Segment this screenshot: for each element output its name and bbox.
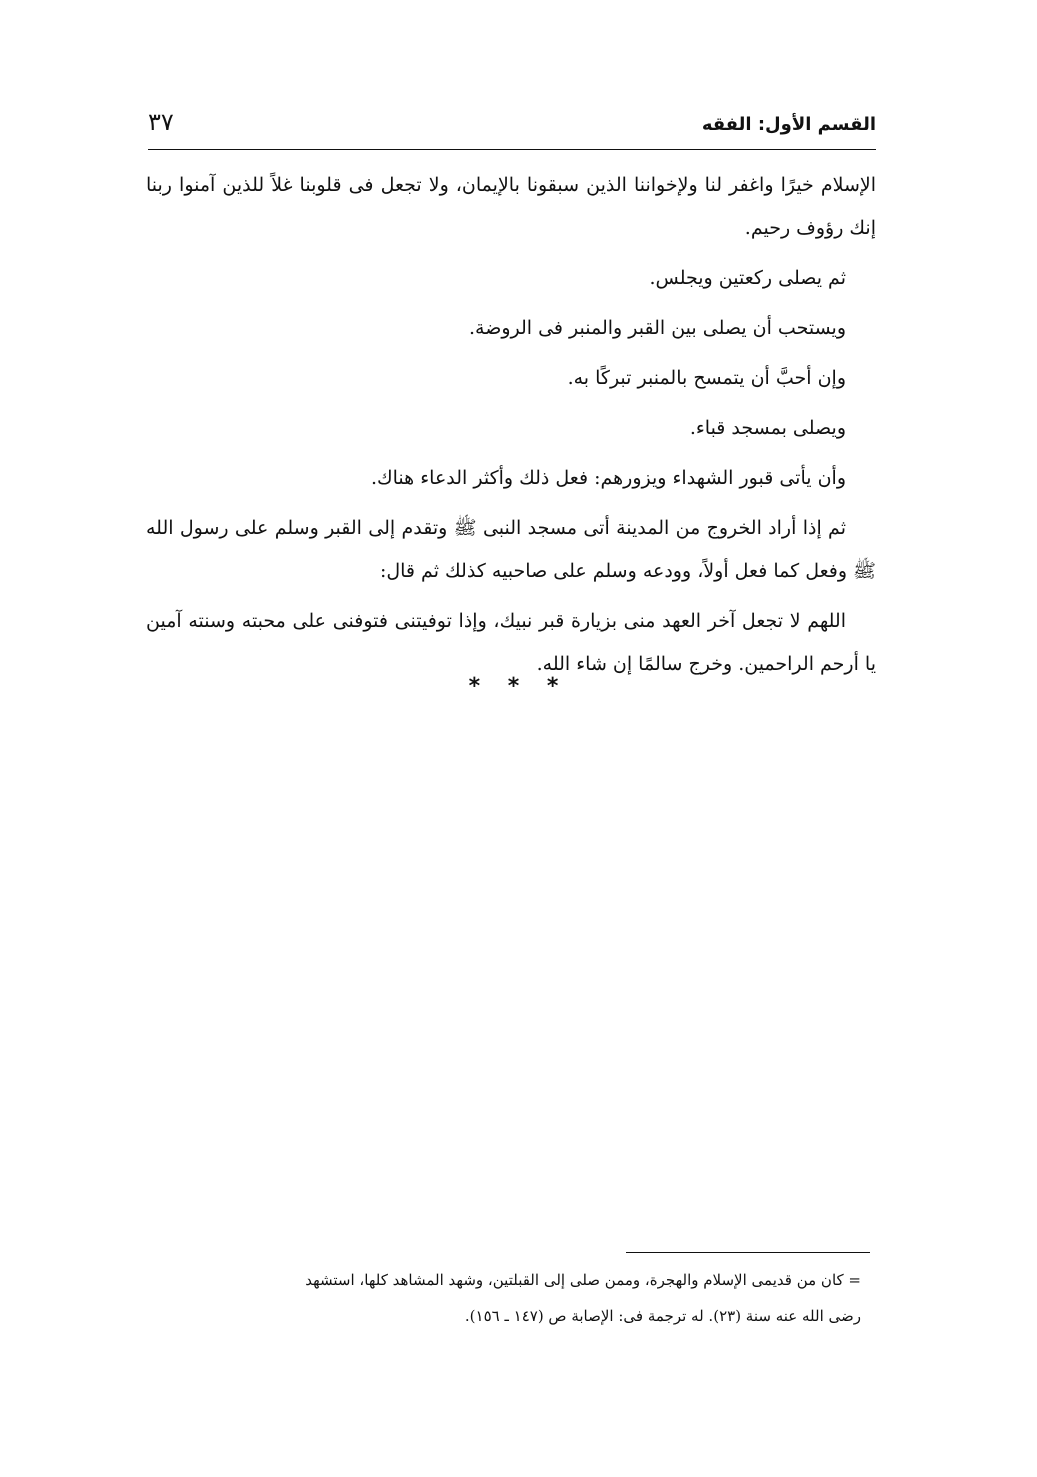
page-header — [148, 108, 876, 142]
section-title: القسم الأول: الفقه — [701, 114, 876, 135]
footnote — [136, 1262, 861, 1334]
paragraph-1: الإسلام خيرًا واغفر لنا ولإخواننا الذين سبقونا بالإيمان، ولا تجعل فى قلوبنا غلاً للذين آمنوا ربنا إنك رؤوف رحيم. — [146, 174, 876, 239]
section-separator: * * * — [468, 674, 569, 699]
footnote-line-2: رضى الله عنه سنة (٢٣). له ترجمة فى: الإصابة ص (١٤٧ ـ ١٥٦). — [464, 1307, 861, 1325]
paragraph-4: وإن أحبَّ أن يتمسح بالمنبر تبركًا به. — [567, 367, 846, 389]
footnote-rule — [626, 1252, 870, 1253]
paragraph-6: وأن يأتى قبور الشهداء ويزورهم: فعل ذلك وأكثر الدعاء هناك. — [370, 467, 846, 489]
footnote-line-1: = كان من قديمى الإسلام والهجرة، وممن صلى إلى القبلتين، وشهد المشاهد كلها، استشهد — [305, 1271, 861, 1289]
body-text — [146, 164, 876, 693]
paragraph-7: ثم إذا أراد الخروج من المدينة أتى مسجد النبى ﷺ وتقدم إلى القبر وسلم على رسول الله ﷺ وفعل كما فعل أولاً، وودعه وسلم على صاحبيه كذلك ثم قال: — [146, 517, 876, 582]
paragraph-8: اللهم لا تجعل آخر العهد منى بزيارة قبر نبيك، وإذا توفيتنى فتوفنى على محبته وسنته آمين يا أرحم الراحمين. وخرج سالمًا إن شاء الله. — [146, 610, 876, 675]
paragraph-2: ثم يصلى ركعتين ويجلس. — [649, 267, 846, 289]
paragraph-5: ويصلى بمسجد قباء. — [689, 417, 846, 439]
header-rule — [148, 149, 876, 150]
page-number: ٣٧ — [148, 108, 174, 136]
paragraph-3: ويستحب أن يصلى بين القبر والمنبر فى الروضة. — [468, 317, 846, 339]
